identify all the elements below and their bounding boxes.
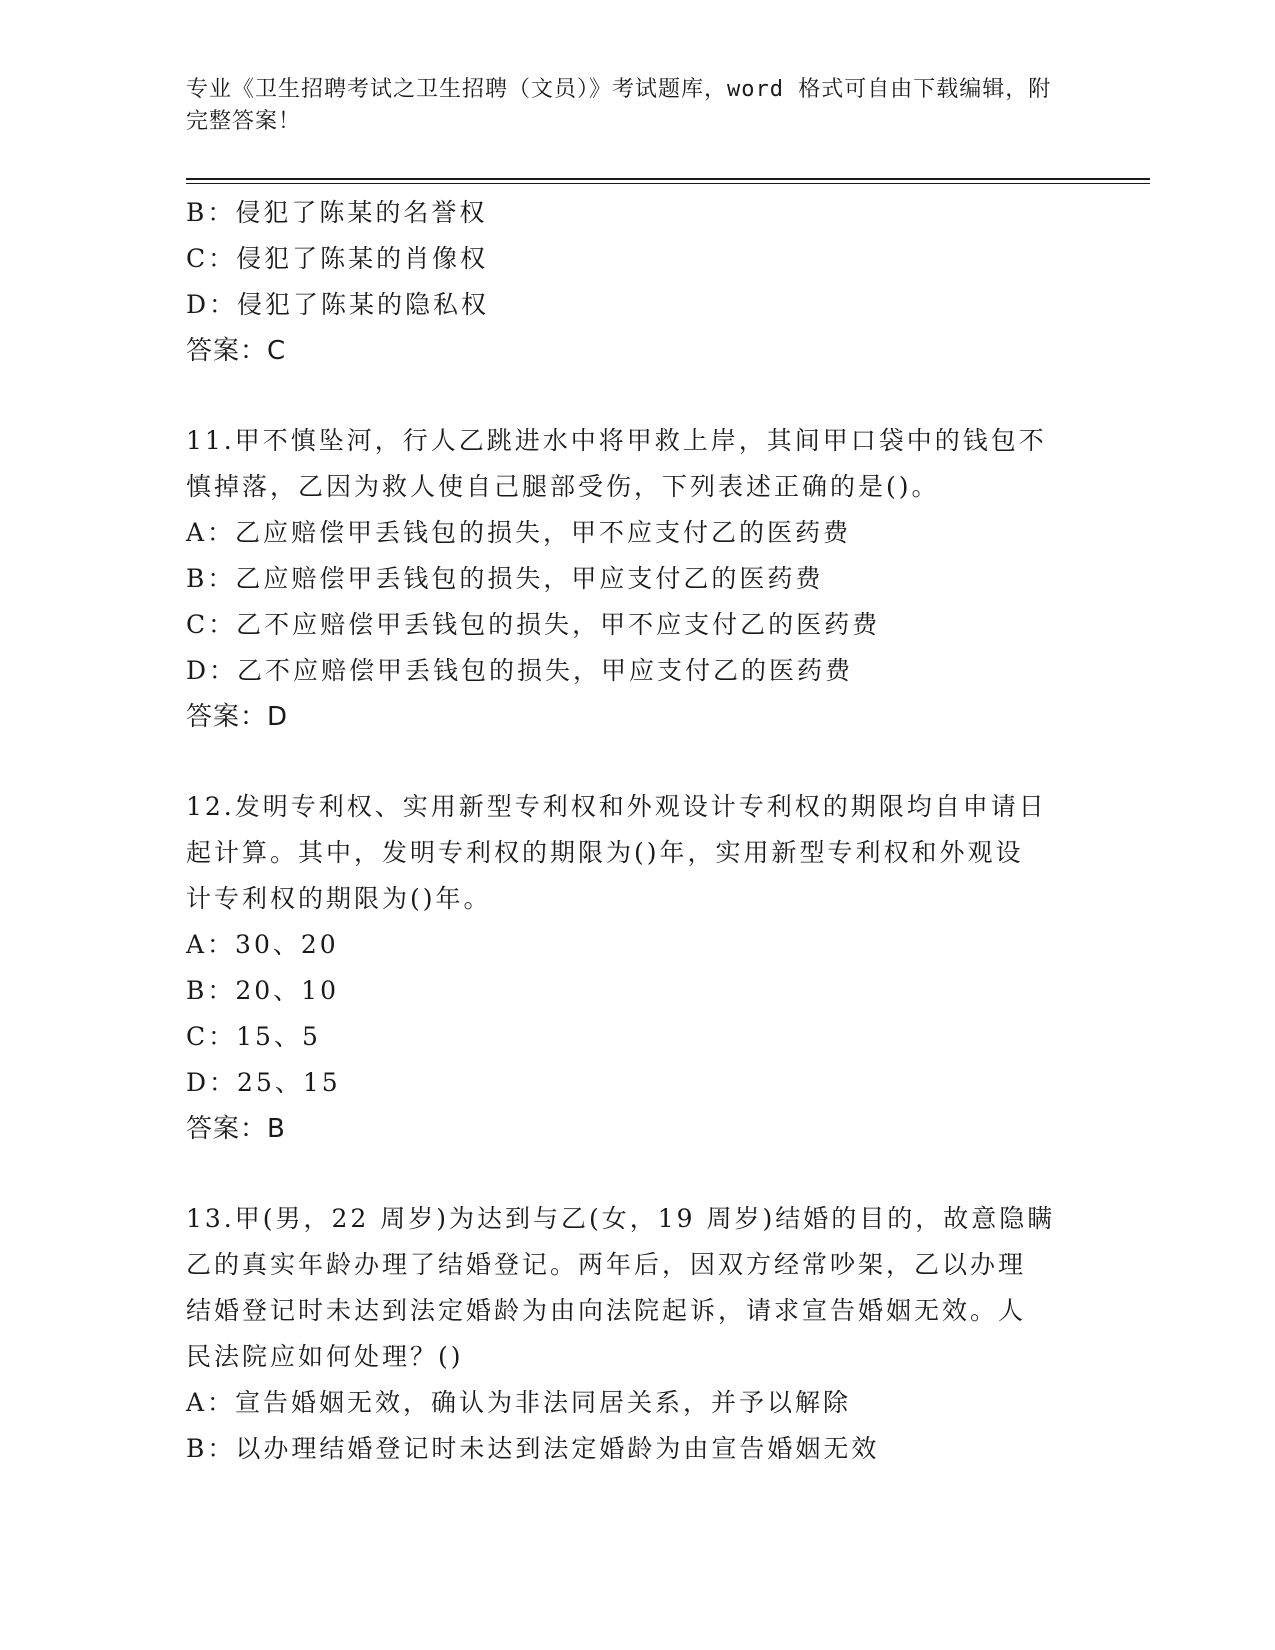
question-stem-line: 11.甲不慎坠河，行人乙跳进水中将甲救上岸，其间甲口袋中的钱包不	[186, 426, 1047, 455]
option-b: B：侵犯了陈某的名誉权	[186, 198, 488, 227]
option-a: A：乙应赔偿甲丢钱包的损失，甲不应支付乙的医药费	[186, 518, 852, 547]
spacer	[186, 740, 1086, 784]
question-stem-line: 起计算。其中，发明专利权的期限为()年，实用新型专利权和外观设	[186, 838, 1024, 867]
spacer	[186, 1152, 1086, 1196]
question-12	[186, 784, 1086, 1152]
answer-line: 答案：B	[186, 1114, 286, 1144]
option-d: D：乙不应赔偿甲丢钱包的损失，甲应支付乙的医药费	[186, 656, 854, 685]
answer-line: 答案：C	[186, 336, 287, 366]
option-b: B：以办理结婚登记时未达到法定婚龄为由宣告婚姻无效	[186, 1434, 880, 1463]
document-body	[186, 190, 1086, 1472]
option-b: B：20、10	[186, 976, 339, 1005]
option-c: C：乙不应赔偿甲丢钱包的损失，甲不应支付乙的医药费	[186, 610, 881, 639]
question-stem-line: 民法院应如何处理？()	[186, 1342, 464, 1371]
spacer	[186, 374, 1086, 418]
option-a: A：宣告婚姻无效，确认为非法同居关系，并予以解除	[186, 1388, 852, 1417]
question-stem-line: 结婚登记时未达到法定婚龄为由向法院起诉，请求宣告婚姻无效。人	[186, 1296, 1027, 1325]
question-stem-line: 乙的真实年龄办理了结婚登记。两年后，因双方经常吵架，乙以办理	[186, 1250, 1027, 1279]
option-a: A：30、20	[186, 930, 339, 959]
question-stem-line: 计专利权的期限为()年。	[186, 884, 492, 913]
header-text: 专业《卫生招聘考试之卫生招聘（文员）》考试题库，word 格式可自由下载编辑，附完整答案！	[186, 77, 1052, 134]
question-11	[186, 418, 1086, 740]
question-13	[186, 1196, 1086, 1472]
option-b: B：乙应赔偿甲丢钱包的损失，甲应支付乙的医药费	[186, 564, 824, 593]
answer-line: 答案：D	[186, 702, 289, 732]
document-header	[186, 74, 1066, 138]
option-d: D：25、15	[186, 1068, 341, 1097]
question-10-tail	[186, 190, 1086, 374]
question-stem-line: 13.甲(男，22 周岁)为达到与乙(女，19 周岁)结婚的目的，故意隐瞒	[186, 1204, 1056, 1233]
option-c: C：侵犯了陈某的肖像权	[186, 244, 489, 273]
header-rule-thick	[186, 178, 1150, 180]
option-c: C：15、5	[186, 1022, 321, 1051]
question-stem-line: 12.发明专利权、实用新型专利权和外观设计专利权的期限均自申请日	[186, 792, 1047, 821]
header-rule-thin	[186, 183, 1150, 184]
question-stem-line: 慎掉落，乙因为救人使自己腿部受伤，下列表述正确的是()。	[186, 472, 940, 501]
option-d: D：侵犯了陈某的隐私权	[186, 290, 490, 319]
